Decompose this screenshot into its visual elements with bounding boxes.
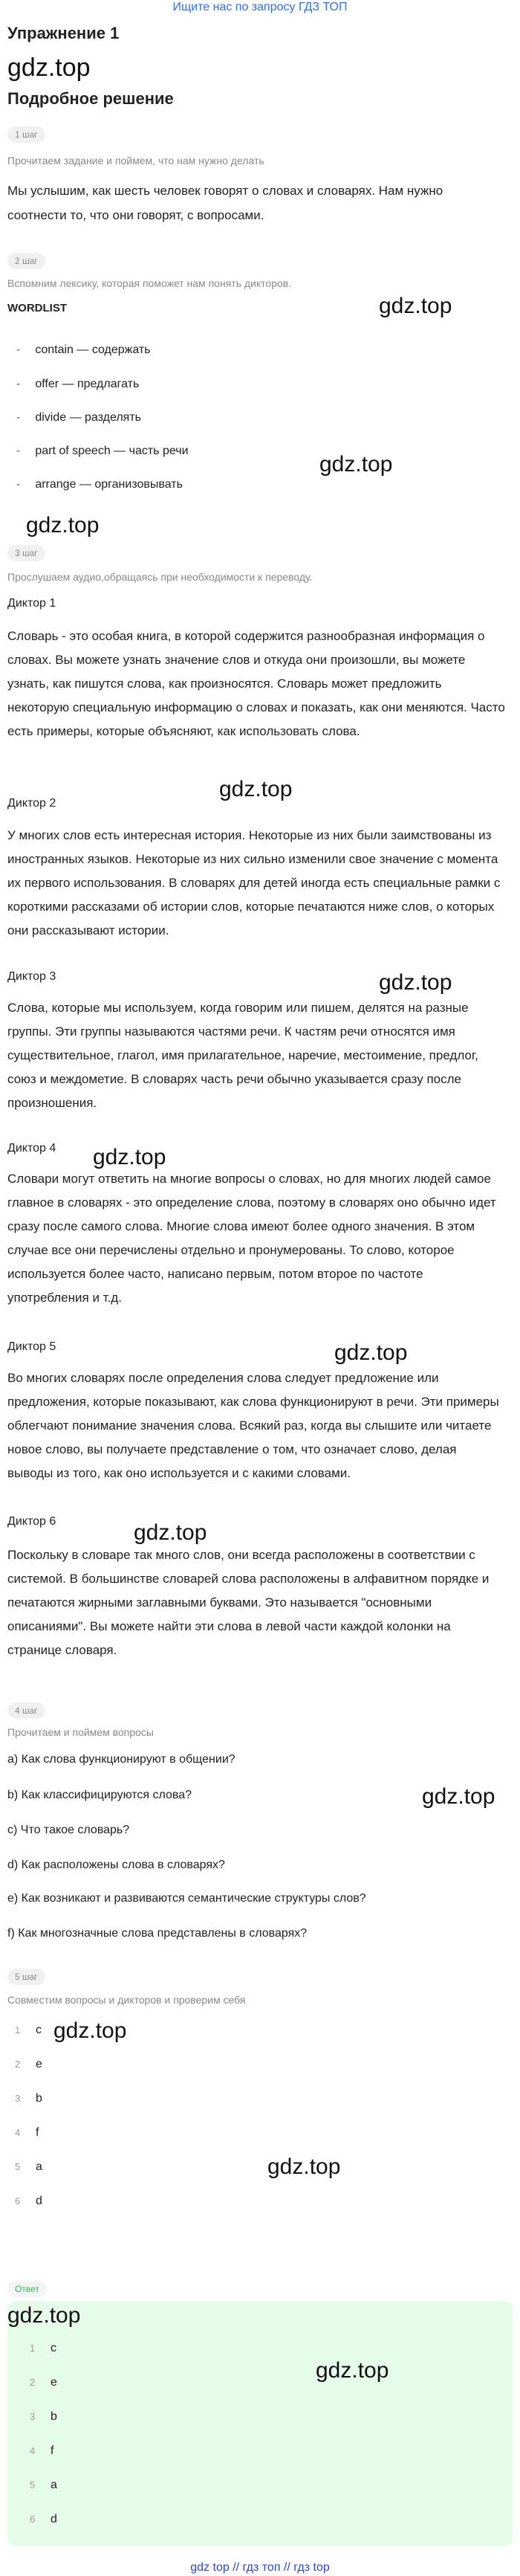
watermark: gdz.top [379,970,452,995]
step-5-note: Совместим вопросы и дикторов и проверим себя [7,1994,246,2006]
speaker-1-label: Диктор 1 [7,597,56,610]
wordlist-item: - contain — содержать [16,343,151,356]
exercise-title: Упражнение 1 [7,24,120,42]
row-value: e [51,2376,57,2389]
watermark: gdz.top [7,2303,81,2328]
watermark: gdz.top [53,2018,127,2043]
wordlist-item: - divide — разделять [16,411,141,424]
speaker-2-label: Диктор 2 [7,797,56,810]
watermark: gdz.top [26,513,100,538]
watermark: gdz.top [219,777,293,801]
wordlist-heading: WORDLIST [7,302,67,314]
question-a: a) Как слова функционируют в общении? [7,1753,235,1766]
step-2-note: Вспомним лексику, которая поможет нам понять дикторов. [7,277,292,289]
step-5-chip: 5 шаг [7,1969,45,1985]
watermark: gdz.top [316,2358,389,2383]
watermark: gdz.top [319,452,393,477]
match-row [15,2092,42,2105]
step-2-chip: 2 шаг [7,253,45,269]
step-3-note: Прослушаем аудио,обращаясь при необходимости к переводу. [7,571,313,583]
wordlist-item: - part of speech — часть речи [16,445,189,457]
watermark: gdz.top [134,1520,207,1545]
row-value: f [36,2126,39,2139]
answer-row [30,2376,57,2389]
answer-row [30,2513,57,2526]
row-number: 1 [30,2343,36,2354]
step-4-note: Прочитаем и поймем вопросы [7,1726,154,1738]
wordlist-item-text: offer — предлагать [35,378,140,390]
question-b: b) Как классифицируются слова? [7,1789,192,1801]
row-number: 1 [15,2024,21,2036]
answer-row [30,2342,56,2355]
row-value: b [51,2410,57,2423]
wordlist-item-text: part of speech — часть речи [35,445,189,457]
match-row [15,2126,39,2140]
watermark: gdz.top [422,1784,495,1809]
answer-row [30,2410,57,2424]
speaker-5-label: Диктор 5 [7,1340,56,1353]
solution-heading: Подробное решение [7,89,174,108]
match-row [15,2160,42,2174]
row-value: d [36,2195,42,2207]
speaker-3-text: Слова, которые мы используем, когда говорим или пишем, делятся на разные группы. Эти группы называются частями речи. К частям речи относятся имя существительное, глагол, имя прилагательное, наречие, местоимение, предлог, союз и междометие. В словарях часть речи обычно указывается сразу после произношения. [7,1001,478,1110]
step-1-chip: 1 шаг [7,126,45,143]
step-1-text: Мы услышим, как шесть человек говорят о словах и словарях. Нам нужно соотнести то, что они говорят, с вопросами. [7,184,443,222]
wordlist-item: - offer — предлагать [16,378,140,390]
question-e: e) Как возникают и развиваются семантические структуры слов? [7,1892,366,1905]
step-3-chip: 3 шаг [7,545,45,561]
watermark: gdz.top [93,1145,166,1169]
speaker-4-text: Словари могут ответить на многие вопросы о словах, но для многих людей самое главное в словарях - это определение слова, поэтому в словарях оно обычно идет сразу после самого слова. Многие слова имеют более одного значения. В этом случае все они перечислены отдельно и пронумерованы. То слово, которое используется более часто, написано первым, потом второе по частоте употребления и т.д. [7,1172,496,1305]
row-value: a [51,2479,57,2491]
row-number: 4 [30,2445,36,2456]
row-value: f [51,2444,54,2457]
row-value: a [36,2160,42,2173]
row-number: 2 [15,2059,21,2070]
step-4-chip: 4 шаг [7,1702,45,1719]
row-number: 6 [15,2195,21,2207]
row-value: c [36,2024,42,2036]
row-value: d [51,2513,57,2525]
row-number: 4 [15,2127,21,2138]
search-hint-link[interactable]: Ищите нас по запросу ГДЗ ТОП [172,1,348,13]
wordlist-item-text: divide — разделять [35,411,141,424]
answer-row [30,2479,57,2492]
speaker-2-text: У многих слов есть интересная история. Некоторые из них были заимствованы из иностранных языков. Некоторые из них сильно изменили свое значение с момента их первого использования. В словарях для детей иногда есть специальные рамки с короткими рассказами об истории слов, которые печатаются ниже слов, о которых они рассказывают истории. [7,828,501,937]
speaker-1-text: Словарь - это особая книга, в которой содержится разнообразная информация о словах. Вы можете узнать значение слов и откуда они произошли, вы можете узнать, как пишутся слова, как произносятся. Словарь может предложить некоторую специальную информацию о словах и показать, как они меняются. Часто есть примеры, которые объясняют, как использовать слова. [7,629,505,738]
row-value: b [36,2092,42,2105]
speaker-6-text: Поскольку в словаре так много слов, они всегда расположены в соответствии с системой. В большинстве словарей слова расположены в алфавитном порядке и печатаются жирными заглавными буквами. Это называется "основными описаниями". Вы можете найти эти слова в левой части каждой колонки на странице словаря. [7,1548,490,1657]
watermark: gdz.top [267,2154,341,2179]
answer-box [7,2301,513,2546]
row-number: 6 [30,2514,36,2525]
wordlist-item-text: contain — содержать [35,343,151,356]
watermark: gdz.top [379,294,452,318]
row-number: 2 [30,2377,36,2388]
row-value: c [51,2342,56,2354]
question-f: f) Как многозначные слова представлены в словарях? [7,1927,308,1940]
wordlist-item: - arrange — организовывать [16,478,183,491]
speaker-5-text: Во многих словарях после определения слова следует предложение или предложения, которые показывают, как слова функционируют в речи. Эти примеры облегчают понимание значения слова. Всякий раз, когда вы слышите или читаете новое слово, вы получаете представление о том, что означает слово, делая выводы из того, как оно используется и с какими словами. [7,1371,499,1480]
row-number: 5 [30,2479,36,2491]
row-number: 3 [30,2411,36,2422]
match-row [15,2024,42,2037]
speaker-6-label: Диктор 6 [7,1515,56,1528]
speaker-4-label: Диктор 4 [7,1142,56,1155]
speaker-3-label: Диктор 3 [7,970,56,983]
row-number: 5 [15,2161,21,2172]
watermark: gdz.top [334,1340,408,1365]
answer-chip: Ответ [7,2281,47,2297]
question-d: d) Как расположены слова в словарях? [7,1859,225,1871]
match-row [15,2058,42,2071]
question-c: c) Что такое словарь? [7,1824,130,1836]
footer-links[interactable]: gdz top // гдз топ // гдз top [190,2561,330,2574]
step-1-note: Прочитаем задание и поймем, что нам нужно делать [7,155,264,167]
row-number: 3 [15,2093,21,2104]
match-row [15,2195,42,2208]
row-value: e [36,2058,42,2070]
wordlist-item-text: arrange — организовывать [35,478,183,491]
site-brand: gdz.top [7,54,91,82]
answer-row [30,2444,53,2458]
